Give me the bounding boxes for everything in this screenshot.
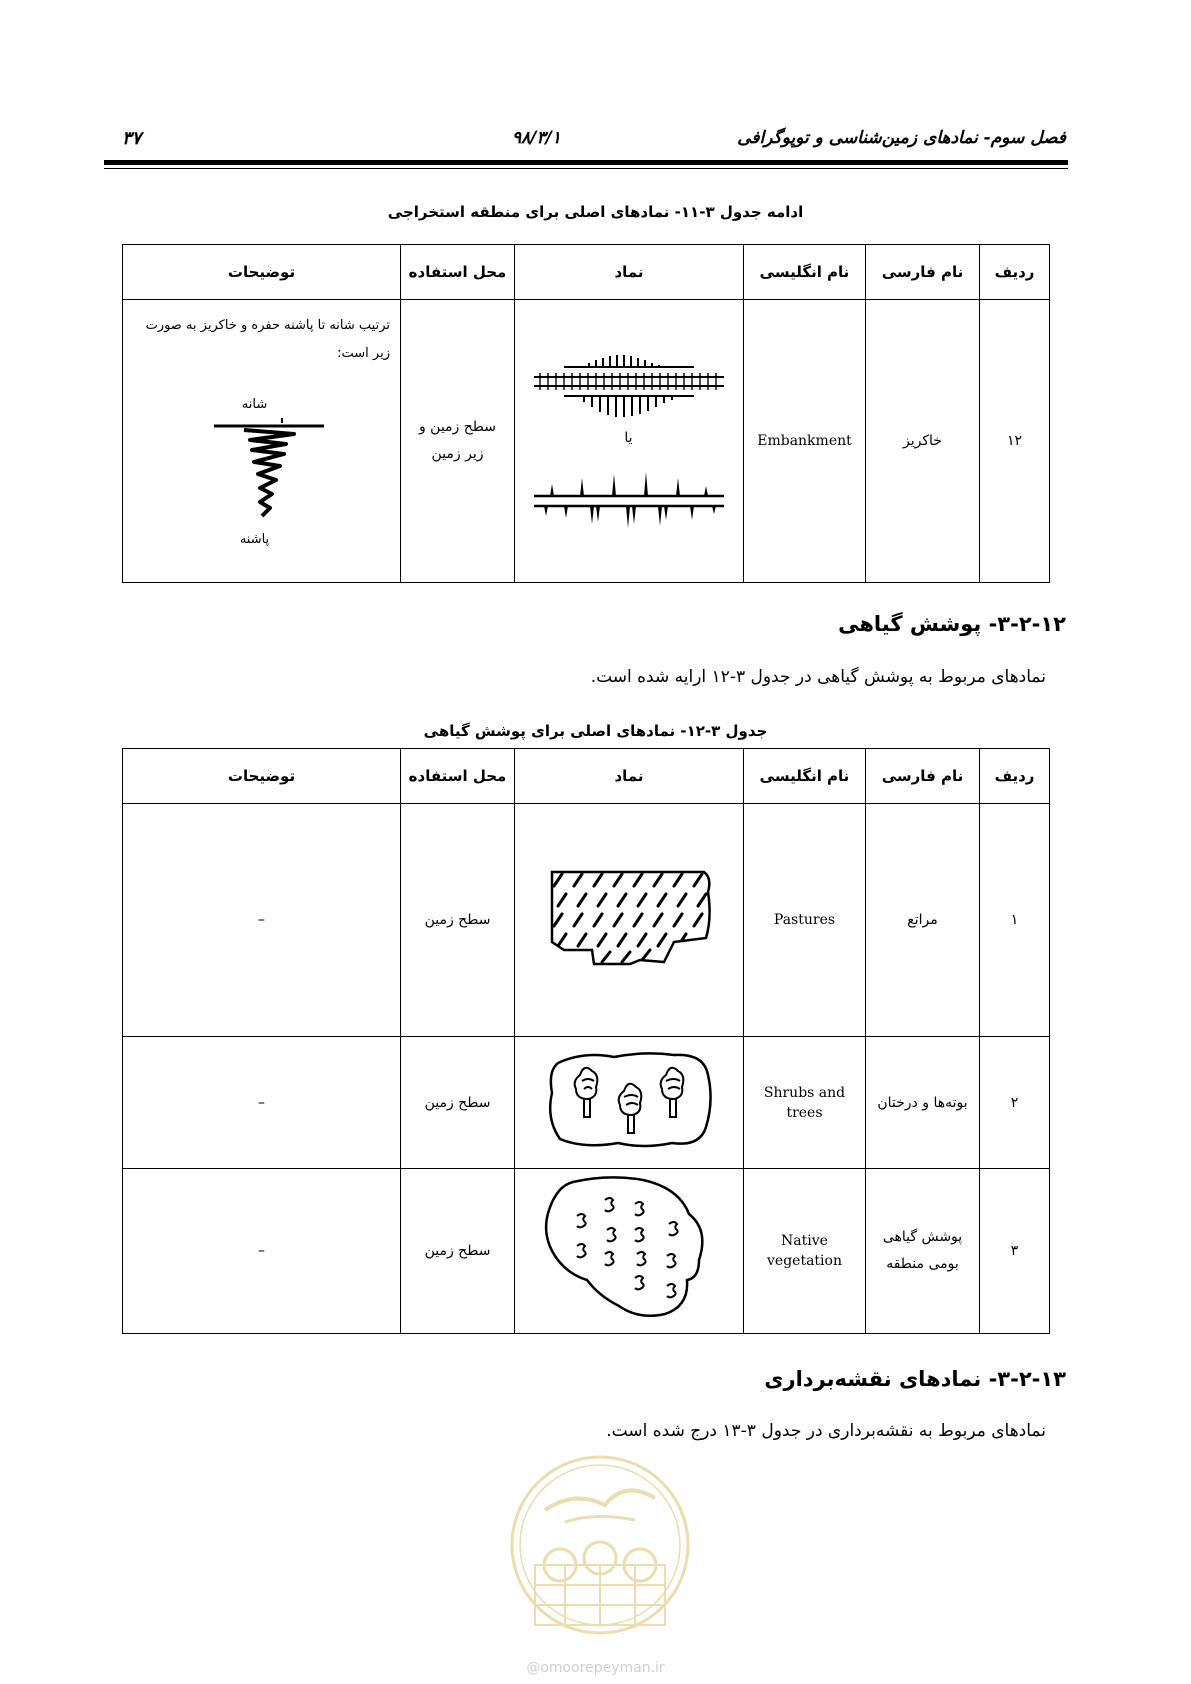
symbol-or-label: یا <box>624 430 633 446</box>
embankment-symbol-b-icon <box>534 472 724 534</box>
cell-location: سطح زمین و زیر زمین <box>401 300 515 583</box>
cell-persian-name: بوته‌ها و درختان <box>866 1037 980 1169</box>
cell-description: – <box>123 1169 401 1334</box>
cell-location: سطح زمین <box>401 804 515 1037</box>
section-title-surveying: ۳-۲-۱۳- نمادهای نقشه‌برداری <box>764 1367 1066 1391</box>
cell-symbol <box>515 1169 744 1334</box>
table-row <box>123 1037 1050 1169</box>
cell-description <box>123 300 401 583</box>
col-symbol: نماد <box>515 749 744 804</box>
description-text: ترتیب شانه تا پاشنه حفره و خاکریز به صورت زیر است: <box>145 318 390 361</box>
col-english-name: نام انگلیسی <box>744 245 866 300</box>
cell-row-no: ۱۲ <box>980 300 1050 583</box>
section-paragraph-vegetation: نمادهای مربوط به پوشش گیاهی در جدول ۳-۱۲ ارایه شده است. <box>590 667 1046 687</box>
col-symbol: نماد <box>515 245 744 300</box>
cell-persian-name: مراتع <box>866 804 980 1037</box>
section-title-vegetation: ۳-۲-۱۲- پوشش گیاهی <box>838 612 1066 636</box>
shrubs-trees-icon <box>544 1049 714 1153</box>
header-date: ۹۸/۳/۱ <box>512 128 561 148</box>
table2-header-row <box>123 749 1050 804</box>
table2-caption: جدول ۳-۱۲- نمادهای اصلی برای پوشش گیاهی <box>423 722 768 740</box>
heel-label: پاشنه <box>239 532 270 547</box>
header-rule-thin <box>104 168 1068 169</box>
table-row <box>123 804 1050 1037</box>
col-english-name: نام انگلیسی <box>744 749 866 804</box>
cell-symbol <box>515 1037 744 1169</box>
col-description: توضیحات <box>123 245 401 300</box>
col-location: محل استفاده <box>401 749 515 804</box>
cell-row-no: ۳ <box>980 1169 1050 1334</box>
chapter-title: فصل سوم- نمادهای زمین‌شناسی و توپوگرافی <box>737 128 1066 148</box>
page-number: ۳۷ <box>122 128 142 149</box>
cell-description: – <box>123 804 401 1037</box>
col-description: توضیحات <box>123 749 401 804</box>
table-row <box>123 1169 1050 1334</box>
col-persian-name: نام فارسی <box>866 245 980 300</box>
cell-english-name: Pastures <box>744 804 866 1037</box>
cell-location: سطح زمین <box>401 1169 515 1334</box>
section-paragraph-surveying: نمادهای مربوط به نقشه‌برداری در جدول ۳-۱۳ درج شده است. <box>606 1421 1046 1441</box>
table-row <box>123 300 1050 583</box>
pastures-hatch-icon <box>544 868 714 968</box>
col-location: محل استفاده <box>401 245 515 300</box>
header-rule <box>104 160 1068 165</box>
cell-english-name: Shrubs and trees <box>744 1037 866 1169</box>
cell-description: – <box>123 1037 401 1169</box>
cell-row-no: ۲ <box>980 1037 1050 1169</box>
shoulder-label: شانه <box>241 397 268 412</box>
cell-persian-name: پوشش گیاهی بومی منطقه <box>866 1169 980 1334</box>
cell-location: سطح زمین <box>401 1037 515 1169</box>
table1 <box>122 244 1050 583</box>
cell-english-name: Embankment <box>744 300 866 583</box>
cell-english-name: Native vegetation <box>744 1169 866 1334</box>
col-persian-name: نام فارسی <box>866 749 980 804</box>
table2 <box>122 748 1050 1334</box>
cell-symbol <box>515 804 744 1037</box>
embankment-symbol-a-icon <box>534 355 724 419</box>
cell-persian-name: خاکریز <box>866 300 980 583</box>
watermark-logo-icon <box>505 1450 695 1650</box>
native-vegetation-icon <box>539 1174 719 1324</box>
cell-row-no: ۱ <box>980 804 1050 1037</box>
cell-symbol <box>515 300 744 583</box>
col-row-no: ردیف <box>980 749 1050 804</box>
shoulder-heel-diagram-icon <box>214 414 324 526</box>
table1-caption: ادامه جدول ۳-۱۱- نمادهای اصلی برای منطقه استخراجی <box>387 203 804 221</box>
col-row-no: ردیف <box>980 245 1050 300</box>
watermark-site: @omoorepeyman.ir <box>526 1660 665 1676</box>
table1-header-row <box>123 245 1050 300</box>
